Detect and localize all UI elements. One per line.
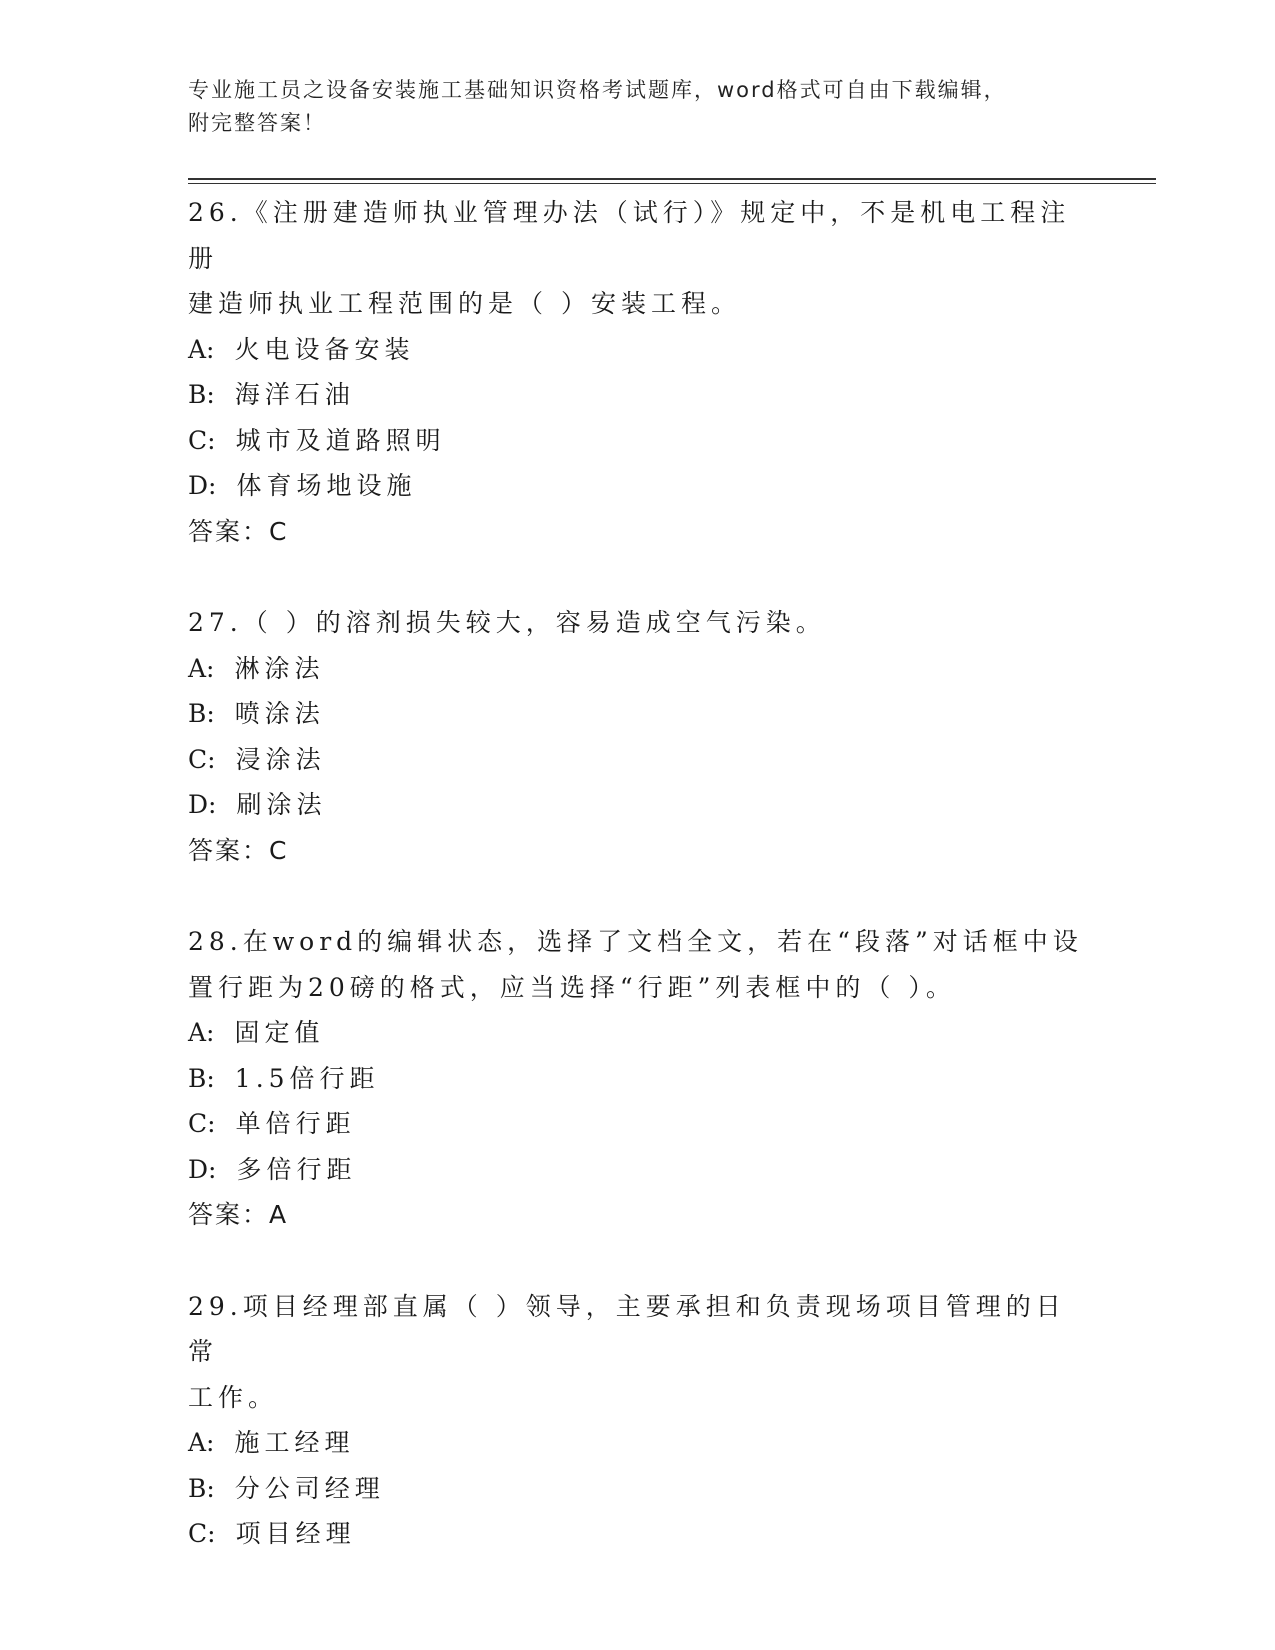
answer-line: 答案：C bbox=[188, 516, 289, 546]
option-d bbox=[188, 1147, 1088, 1193]
option-text: 1.5倍行距 bbox=[234, 1063, 380, 1093]
header-intro-line-1: 专业施工员之设备安装施工基础知识资格考试题库，word格式可自由下载编辑， bbox=[188, 78, 1007, 102]
question-stem-line: 置行距为20磅的格式，应当选择“行距”列表框中的（ ）。 bbox=[188, 972, 956, 1002]
option-d bbox=[188, 782, 1088, 828]
option-b bbox=[188, 1466, 1088, 1512]
header-divider-thin bbox=[188, 183, 1156, 184]
question-stem-line: 27.（ ）的溶剂损失较大，容易造成空气污染。 bbox=[188, 608, 826, 637]
option-text: 分公司经理 bbox=[234, 1473, 385, 1503]
question-stem-line: 29.项目经理部直属（ ）领导，主要承担和负责现场项目管理的日常 bbox=[188, 1291, 1066, 1366]
option-text: 多倍行距 bbox=[236, 1154, 357, 1184]
option-c bbox=[188, 1511, 1088, 1557]
option-letter: B: bbox=[188, 380, 215, 409]
answer-line: 答案：A bbox=[188, 1200, 289, 1229]
option-text: 固定值 bbox=[234, 1018, 325, 1047]
question-27 bbox=[188, 600, 1088, 873]
option-c bbox=[188, 737, 1088, 783]
option-c bbox=[188, 418, 1088, 464]
option-letter: C: bbox=[188, 425, 216, 455]
spacer bbox=[188, 1238, 1088, 1284]
option-a bbox=[188, 1420, 1088, 1466]
option-text: 海洋石油 bbox=[234, 380, 355, 409]
question-stem-line: 26.《注册建造师执业管理办法（试行）》规定中，不是机电工程注册 bbox=[188, 198, 1071, 273]
option-letter: D: bbox=[188, 471, 217, 500]
header-divider-thick bbox=[188, 178, 1156, 180]
option-a bbox=[188, 1010, 1088, 1056]
option-letter: B: bbox=[188, 1063, 215, 1093]
option-letter: D: bbox=[188, 1154, 217, 1184]
question-stem-line: 建造师执业工程范围的是（ ）安装工程。 bbox=[188, 289, 741, 318]
option-letter: D: bbox=[188, 790, 217, 819]
option-a bbox=[188, 646, 1088, 692]
option-text: 刷涂法 bbox=[236, 790, 327, 819]
answer-line: 答案：C bbox=[188, 835, 289, 865]
question-stem-line: 工作。 bbox=[188, 1382, 279, 1412]
option-text: 喷涂法 bbox=[234, 699, 325, 728]
option-letter: A: bbox=[188, 1428, 215, 1457]
option-text: 淋涂法 bbox=[234, 653, 325, 683]
option-text: 施工经理 bbox=[234, 1428, 355, 1457]
option-text: 单倍行距 bbox=[235, 1109, 356, 1138]
option-letter: C: bbox=[188, 1109, 216, 1138]
option-b bbox=[188, 372, 1088, 418]
option-letter: A: bbox=[188, 334, 215, 364]
option-letter: A: bbox=[188, 653, 215, 683]
option-letter: B: bbox=[188, 1473, 215, 1503]
option-c bbox=[188, 1101, 1088, 1147]
option-text: 城市及道路照明 bbox=[235, 425, 446, 455]
spacer bbox=[188, 873, 1088, 919]
option-d bbox=[188, 463, 1088, 509]
option-letter: C: bbox=[188, 1519, 216, 1548]
question-28 bbox=[188, 919, 1088, 1238]
question-stem-line: 28.在word的编辑状态，选择了文档全文，若在“段落”对话框中设 bbox=[188, 927, 1083, 956]
question-list bbox=[188, 190, 1088, 1557]
option-letter: C: bbox=[188, 744, 216, 774]
option-text: 项目经理 bbox=[235, 1519, 356, 1548]
option-b bbox=[188, 691, 1088, 737]
spacer bbox=[188, 554, 1088, 600]
document-header bbox=[188, 74, 1088, 140]
header-intro-line-2: 附完整答案！ bbox=[188, 111, 326, 135]
option-letter: B: bbox=[188, 699, 215, 728]
question-26 bbox=[188, 190, 1088, 554]
option-letter: A: bbox=[188, 1018, 215, 1047]
option-text: 浸涂法 bbox=[235, 744, 326, 774]
option-b bbox=[188, 1056, 1088, 1102]
option-text: 体育场地设施 bbox=[236, 471, 417, 500]
question-29 bbox=[188, 1284, 1088, 1557]
option-text: 火电设备安装 bbox=[234, 334, 415, 364]
option-a bbox=[188, 327, 1088, 373]
